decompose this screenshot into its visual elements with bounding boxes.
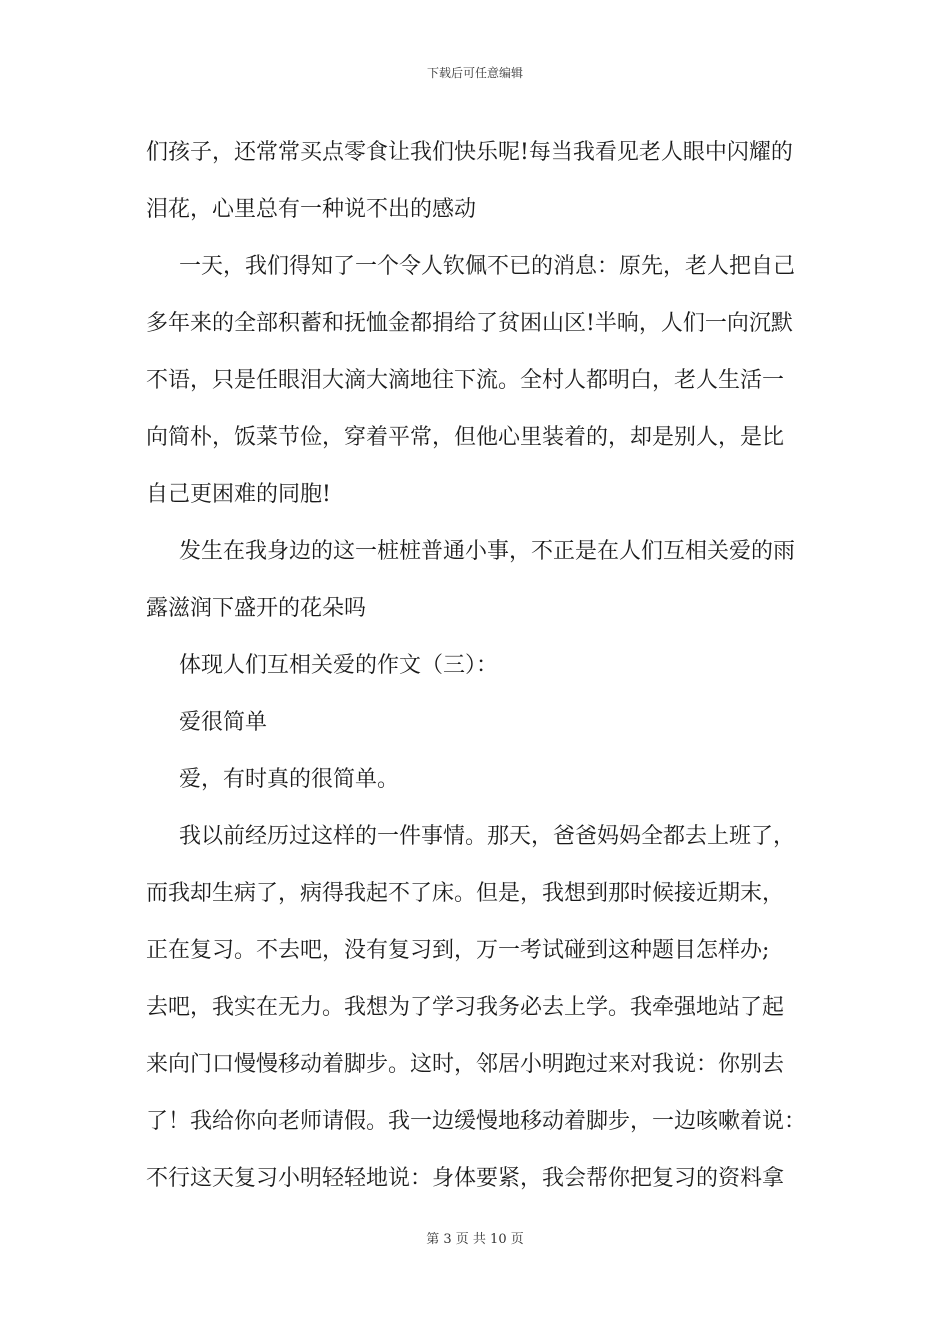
text-line: 爱，有时真的很简单。 — [179, 767, 400, 792]
page-footer: 第 3 页 共 10 页 — [426, 1232, 524, 1247]
text-line: 们孩子，还常常买点零食让我们快乐呢!每当我看见老人眼中闪耀的 — [146, 140, 793, 165]
text-line: 泪花，心里总有一种说不出的感动 — [146, 197, 477, 222]
text-line: 我以前经历过这样的一件事情。那天，爸爸妈妈全都去上班了， — [179, 824, 796, 849]
text-line: 了！我给你向老师请假。我一边缓慢地移动着脚步，一边咳嗽着说： — [146, 1109, 807, 1134]
text-line: 向简朴，饭菜节俭，穿着平常，但他心里装着的，却是别人，是比 — [146, 425, 785, 450]
text-line: 而我却生病了，病得我起不了床。但是，我想到那时候接近期末， — [146, 881, 785, 906]
text-line: 发生在我身边的这一桩桩普通小事，不正是在人们互相关爱的雨 — [179, 539, 796, 564]
document-body — [146, 124, 826, 1207]
text-line: 来向门口慢慢移动着脚步。这时，邻居小明跑过来对我说：你别去 — [146, 1052, 785, 1077]
text-line: 不语，只是任眼泪大滴大滴地往下流。全村人都明白，老人生活一 — [146, 368, 785, 393]
page-header: 下载后可任意编辑 — [426, 66, 523, 80]
text-line: 一天，我们得知了一个令人钦佩不已的消息：原先，老人把自己 — [179, 254, 796, 279]
text-line: 露滋润下盛开的花朵吗 — [146, 596, 367, 621]
text-line: 去吧，我实在无力。我想为了学习我务必去上学。我牵强地站了起 — [146, 995, 785, 1020]
text-line: 多年来的全部积蓄和抚恤金都捐给了贫困山区!半晌，人们一向沉默 — [146, 311, 793, 336]
text-line: 不行这天复习小明轻轻地说：身体要紧，我会帮你把复习的资料拿 — [146, 1166, 785, 1191]
text-line: 体现人们互相关爱的作文（三）： — [179, 653, 499, 678]
text-line: 爱很简单 — [179, 710, 268, 735]
text-line: 正在复习。不去吧，没有复习到，万一考试碰到这种题目怎样办; — [146, 938, 770, 963]
text-line: 自己更困难的同胞! — [146, 482, 331, 507]
